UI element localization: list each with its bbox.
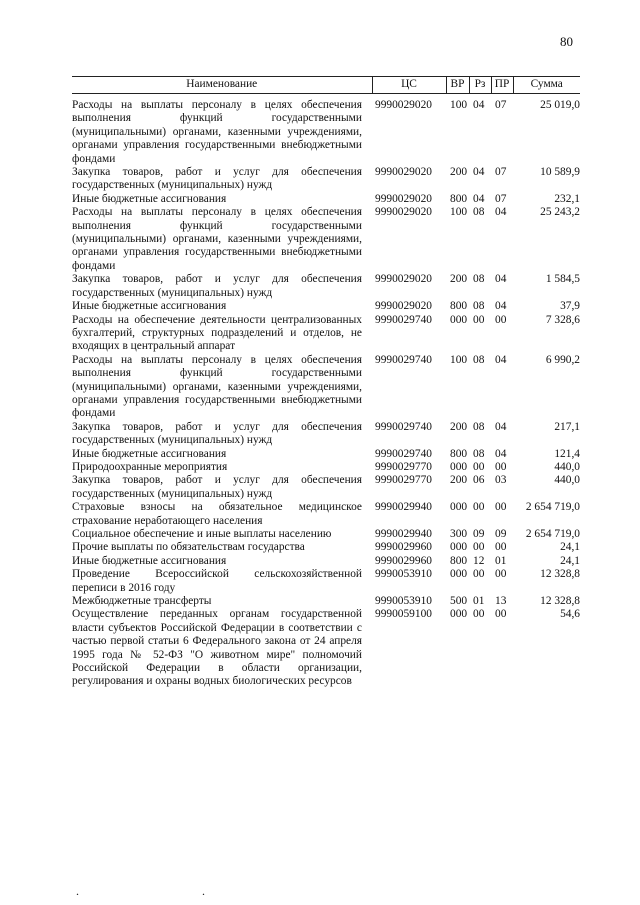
cell-rz: 01 <box>473 595 485 608</box>
table-row <box>72 608 580 688</box>
cell-vr: 000 <box>450 501 468 514</box>
cell-cs: 9990029740 <box>375 313 432 326</box>
cell-sum: 7 328,6 <box>545 313 580 326</box>
cell-vr: 100 <box>450 206 468 219</box>
cell-vr: 200 <box>450 474 468 487</box>
cell-name: Расходы на выплаты персоналу в целях обеспечения выполнения функций государственными (муниципальными) органами, казенными учреждениями, органами управления государственными внебюджетными фондами <box>72 353 362 420</box>
cell-sum: 24,1 <box>560 554 580 567</box>
cell-rz: 00 <box>473 460 485 473</box>
cell-vr: 800 <box>450 300 468 313</box>
cell-vr: 000 <box>450 568 468 581</box>
cell-pr: 04 <box>495 206 507 219</box>
cell-cs: 9990029740 <box>375 447 432 460</box>
table-row <box>72 528 580 541</box>
table-header <box>72 77 580 100</box>
cell-rz: 08 <box>473 273 485 286</box>
cell-name: Закупка товаров, работ и услуг для обеспечения государственных (муниципальных) нужд <box>72 166 362 192</box>
cell-name: Страховые взносы на обязательное медицинское страхование неработающего населения <box>72 501 362 527</box>
cell-vr: 300 <box>450 528 468 540</box>
cell-cs: 9990029020 <box>375 273 432 286</box>
column-header-rz: Рз <box>469 77 491 94</box>
table-row <box>72 193 580 206</box>
cell-pr: 07 <box>495 99 507 111</box>
cell-vr: 200 <box>450 166 468 179</box>
table-row <box>72 474 580 501</box>
cell-name: Проведение Всероссийской сельскохозяйственной переписи в 2016 году <box>72 568 362 594</box>
cell-cs: 9990029020 <box>375 99 432 111</box>
cell-name: Закупка товаров, работ и услуг для обеспечения государственных (муниципальных) нужд <box>72 420 362 447</box>
cell-cs: 9990029940 <box>375 501 432 514</box>
cell-rz: 08 <box>473 420 485 433</box>
cell-pr: 09 <box>495 528 507 540</box>
cell-pr: 00 <box>495 313 507 326</box>
cell-sum: 25 243,2 <box>540 206 580 219</box>
cell-cs: 9990059100 <box>375 608 432 621</box>
table-row <box>72 421 580 448</box>
cell-sum: 10 589,9 <box>540 166 580 179</box>
cell-sum: 232,1 <box>554 192 580 205</box>
cell-sum: 25 019,0 <box>540 99 580 111</box>
column-header-pr: ПР <box>491 77 513 94</box>
cell-rz: 04 <box>473 192 485 205</box>
cell-sum: 440,0 <box>554 474 580 487</box>
cell-cs: 9990029740 <box>375 420 432 433</box>
cell-name: Прочие выплаты по обязательствам государства <box>72 541 305 554</box>
cell-sum: 440,0 <box>554 460 580 473</box>
page-number: 80 <box>560 34 573 49</box>
cell-name: Природоохранные мероприятия <box>72 460 228 473</box>
cell-vr: 000 <box>450 460 468 473</box>
table-row <box>72 555 580 568</box>
cell-pr: 00 <box>495 541 507 554</box>
cell-pr: 04 <box>495 420 507 433</box>
cell-pr: 00 <box>495 460 507 473</box>
cell-name: Осуществление переданных органам государственной власти субъектов Российской Федерации в соответствии с частью первой статьи 6 Федерального закона от 24 апреля 1995 года № 52-ФЗ "О животном мире" полномочий Российской Федерации в области организации, регулирования и охраны водных биологических ресурсов <box>72 608 362 688</box>
cell-pr: 00 <box>495 608 507 621</box>
table-body <box>72 99 580 689</box>
cell-cs: 9990029020 <box>375 206 432 219</box>
cell-sum: 54,6 <box>560 608 580 621</box>
table-row <box>72 354 580 421</box>
cell-cs: 9990029020 <box>375 300 432 313</box>
cell-name: Закупка товаров, работ и услуг для обеспечения государственных (муниципальных) нужд <box>72 273 362 299</box>
table-row <box>72 595 580 608</box>
column-header-cs: ЦС <box>372 77 446 94</box>
cell-rz: 00 <box>473 568 485 581</box>
cell-name: Иные бюджетные ассигнования <box>72 554 227 567</box>
cell-vr: 100 <box>450 353 468 366</box>
cell-pr: 01 <box>495 554 507 567</box>
cell-cs: 9990053910 <box>375 595 432 608</box>
table-row <box>72 501 580 528</box>
cell-rz: 00 <box>473 541 485 554</box>
cell-pr: 13 <box>495 595 507 608</box>
cell-cs: 9990029020 <box>375 192 432 205</box>
cell-cs: 9990029960 <box>375 541 432 554</box>
cell-name: Социальное обеспечение и иные выплаты населению <box>72 528 332 540</box>
cell-sum: 6 990,2 <box>545 353 580 366</box>
cell-name: Иные бюджетные ассигнования <box>72 300 227 313</box>
cell-rz: 08 <box>473 353 485 366</box>
cell-sum: 24,1 <box>560 541 580 554</box>
cell-vr: 800 <box>450 554 468 567</box>
cell-sum: 217,1 <box>554 420 580 433</box>
cell-vr: 500 <box>450 595 468 608</box>
cell-cs: 9990029940 <box>375 528 432 540</box>
cell-name: Расходы на выплаты персоналу в целях обеспечения выполнения функций государственными (муниципальными) органами, казенными учреждениями, органами управления государственными внебюджетными фондами <box>72 206 362 272</box>
table-row <box>72 99 580 166</box>
table-row <box>72 273 580 300</box>
cell-rz: 12 <box>473 554 485 567</box>
cell-rz: 06 <box>473 474 485 487</box>
column-header-sum: Сумма <box>513 77 580 94</box>
table-row <box>72 314 580 354</box>
cell-cs: 9990029770 <box>375 460 432 473</box>
table-row <box>72 300 580 313</box>
cell-pr: 04 <box>495 447 507 460</box>
cell-cs: 9990029960 <box>375 554 432 567</box>
cell-sum: 2 654 719,0 <box>525 501 580 514</box>
cell-rz: 00 <box>473 501 485 514</box>
cell-vr: 000 <box>450 313 468 326</box>
cell-cs: 9990029740 <box>375 353 432 366</box>
cell-rz: 00 <box>473 608 485 621</box>
cell-pr: 04 <box>495 300 507 313</box>
cell-pr: 04 <box>495 353 507 366</box>
cell-pr: 00 <box>495 501 507 514</box>
cell-vr: 200 <box>450 420 468 433</box>
table-row <box>72 568 580 595</box>
cell-pr: 03 <box>495 474 507 487</box>
cell-cs: 9990053910 <box>375 568 432 581</box>
cell-rz: 08 <box>473 300 485 313</box>
cell-vr: 000 <box>450 541 468 554</box>
cell-pr: 07 <box>495 192 507 205</box>
cell-name: Иные бюджетные ассигнования <box>72 447 227 460</box>
column-header-vr: ВР <box>446 77 469 94</box>
footer-marks: . . <box>76 884 265 898</box>
cell-name: Расходы на выплаты персоналу в целях обеспечения выполнения функций государственными (муниципальными) органами, казенными учреждениями, органами управления государственными внебюджетными фондами <box>72 99 362 165</box>
cell-sum: 12 328,8 <box>540 595 580 608</box>
cell-pr: 04 <box>495 273 507 286</box>
cell-cs: 9990029020 <box>375 166 432 179</box>
cell-sum: 2 654 719,0 <box>525 528 580 540</box>
cell-sum: 1 584,5 <box>545 273 580 286</box>
cell-sum: 37,9 <box>560 300 580 313</box>
table-row <box>72 206 580 273</box>
column-header-name: Наименование <box>72 77 372 94</box>
cell-sum: 12 328,8 <box>540 568 580 581</box>
cell-vr: 000 <box>450 608 468 621</box>
table-row <box>72 541 580 554</box>
cell-name: Иные бюджетные ассигнования <box>72 192 227 205</box>
cell-rz: 00 <box>473 313 485 326</box>
table-row <box>72 461 580 474</box>
cell-name: Расходы на обеспечение деятельности централизованных бухгалтерий, структурных подразделений и отделов, не входящих в центральный аппарат <box>72 313 362 353</box>
cell-pr: 00 <box>495 568 507 581</box>
cell-name: Межбюджетные трансферты <box>72 595 212 608</box>
cell-pr: 07 <box>495 166 507 179</box>
cell-vr: 800 <box>450 192 468 205</box>
cell-name: Закупка товаров, работ и услуг для обеспечения государственных (муниципальных) нужд <box>72 474 362 500</box>
cell-vr: 100 <box>450 99 468 111</box>
table-row <box>72 448 580 461</box>
cell-vr: 800 <box>450 447 468 460</box>
cell-rz: 04 <box>473 99 485 111</box>
cell-rz: 09 <box>473 528 485 540</box>
cell-cs: 9990029770 <box>375 474 432 487</box>
cell-rz: 08 <box>473 447 485 460</box>
cell-rz: 04 <box>473 166 485 179</box>
cell-vr: 200 <box>450 273 468 286</box>
table-row <box>72 166 580 193</box>
budget-table <box>72 76 580 689</box>
cell-rz: 08 <box>473 206 485 219</box>
cell-sum: 121,4 <box>554 447 580 460</box>
